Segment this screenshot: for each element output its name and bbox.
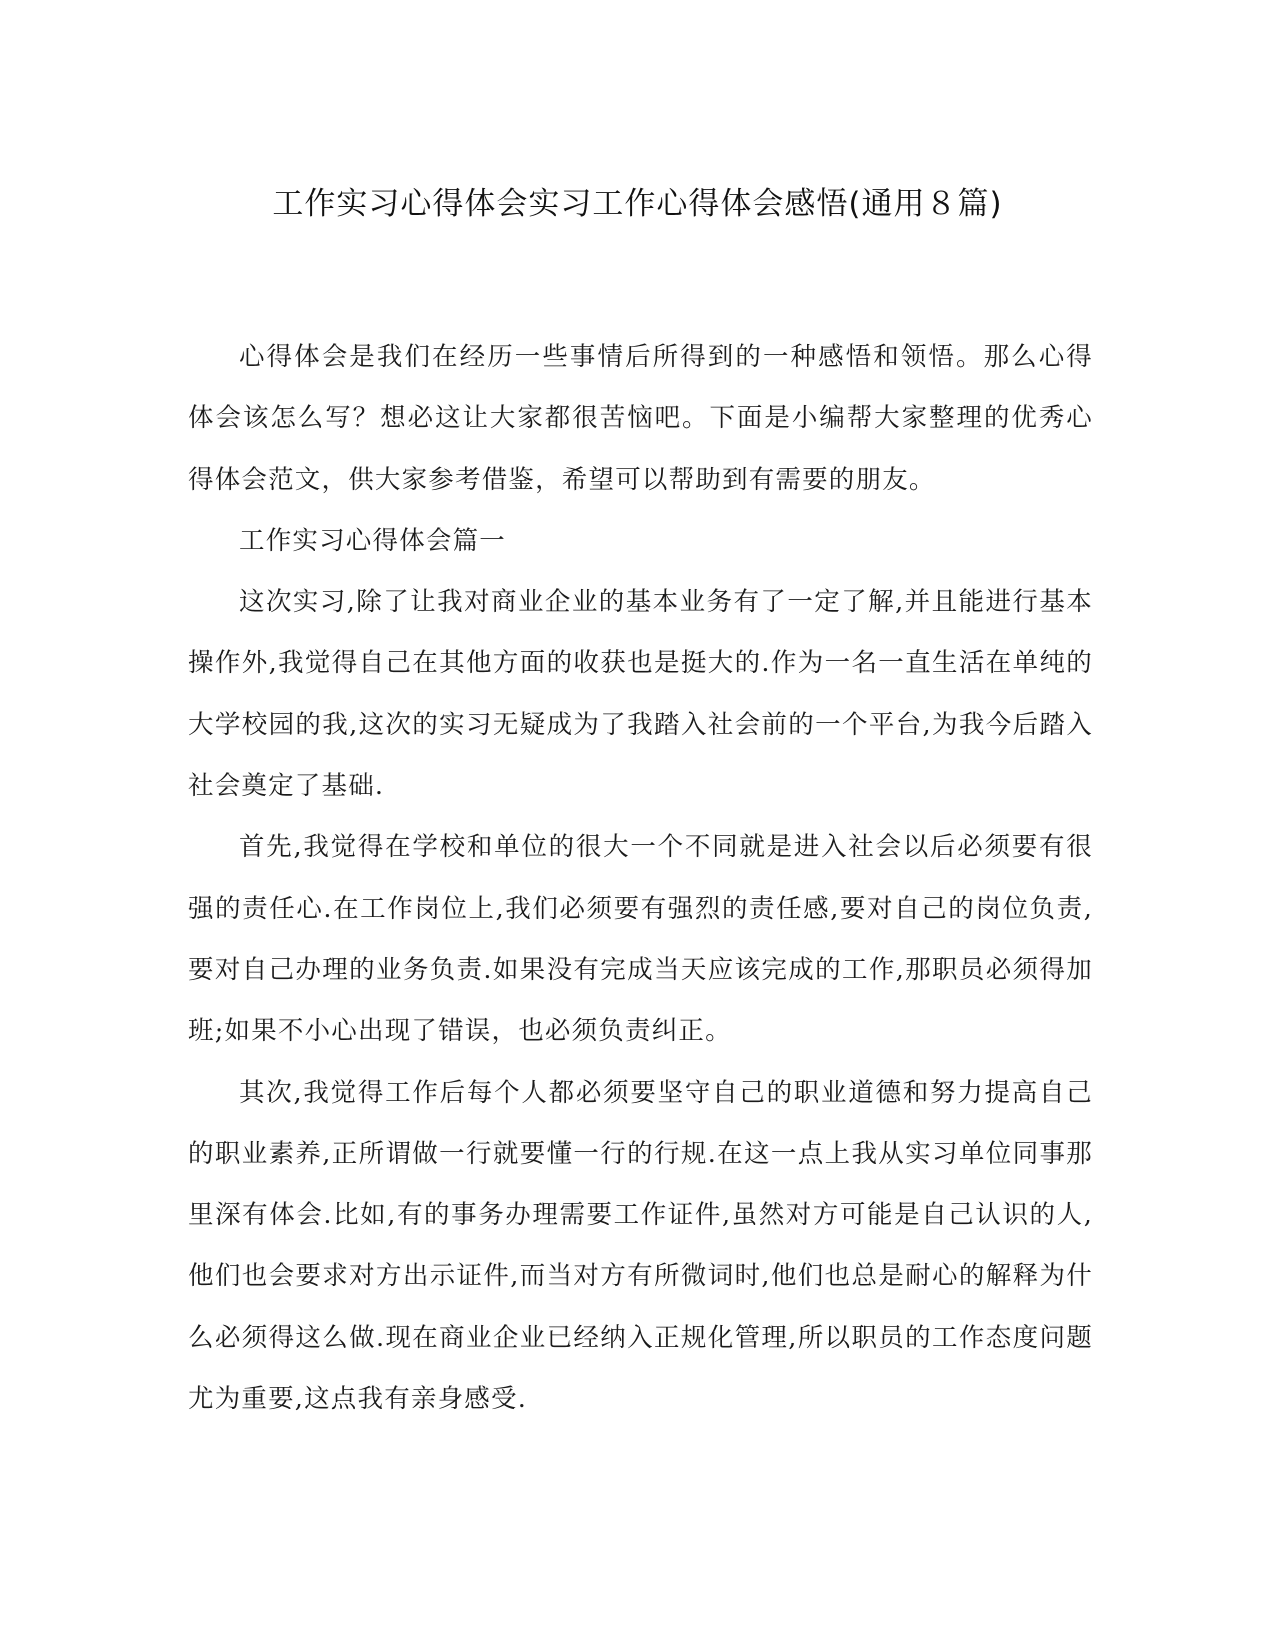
body-paragraph: 这次实习,除了让我对商业企业的基本业务有了一定了解,并且能进行基本操作外,我觉得自己在其他方面的收获也是挺大的.作为一名一直生活在单纯的大学校园的我,这次的实习无疑成为了我踏入社会前的一个平台,为我今后踏入社会奠定了基础. xyxy=(188,587,1093,802)
body-paragraph: 首先,我觉得在学校和单位的很大一个不同就是进入社会以后必须要有很强的责任心.在工作岗位上,我们必须要有强烈的责任感,要对自己的岗位负责,要对自己办理的业务负责.如果没有完成当天应该完成的工作,那职员必须得加班;如果不小心出现了错误，也必须负责纠正。 xyxy=(188,832,1093,1047)
document-title: 工作实习心得体会实习工作心得体会感悟(通用８篇) xyxy=(272,186,1003,222)
body-paragraph: 其次,我觉得工作后每个人都必须要坚守自己的职业道德和努力提高自己的职业素养,正所谓做一行就要懂一行的行规.在这一点上我从实习单位同事那里深有体会.比如,有的事务办理需要工作证件,虽然对方可能是自己认识的人,他们也会要求对方出示证件,而当对方有所微词时,他们也总是耐心的解释为什么必须得这么做.现在商业企业已经纳入正规化管理,所以职员的工作态度问题尤为重要,这点我有亲身感受. xyxy=(188,1077,1093,1415)
intro-paragraph: 心得体会是我们在经历一些事情后所得到的一种感悟和领悟。那么心得体会该怎么写？想必这让大家都很苦恼吧。下面是小编帮大家整理的优秀心得体会范文，供大家参考借鉴，希望可以帮助到有需要的朋友。 xyxy=(188,342,1093,495)
section-heading: 工作实习心得体会篇一 xyxy=(239,525,507,556)
document-body xyxy=(188,327,1093,1430)
